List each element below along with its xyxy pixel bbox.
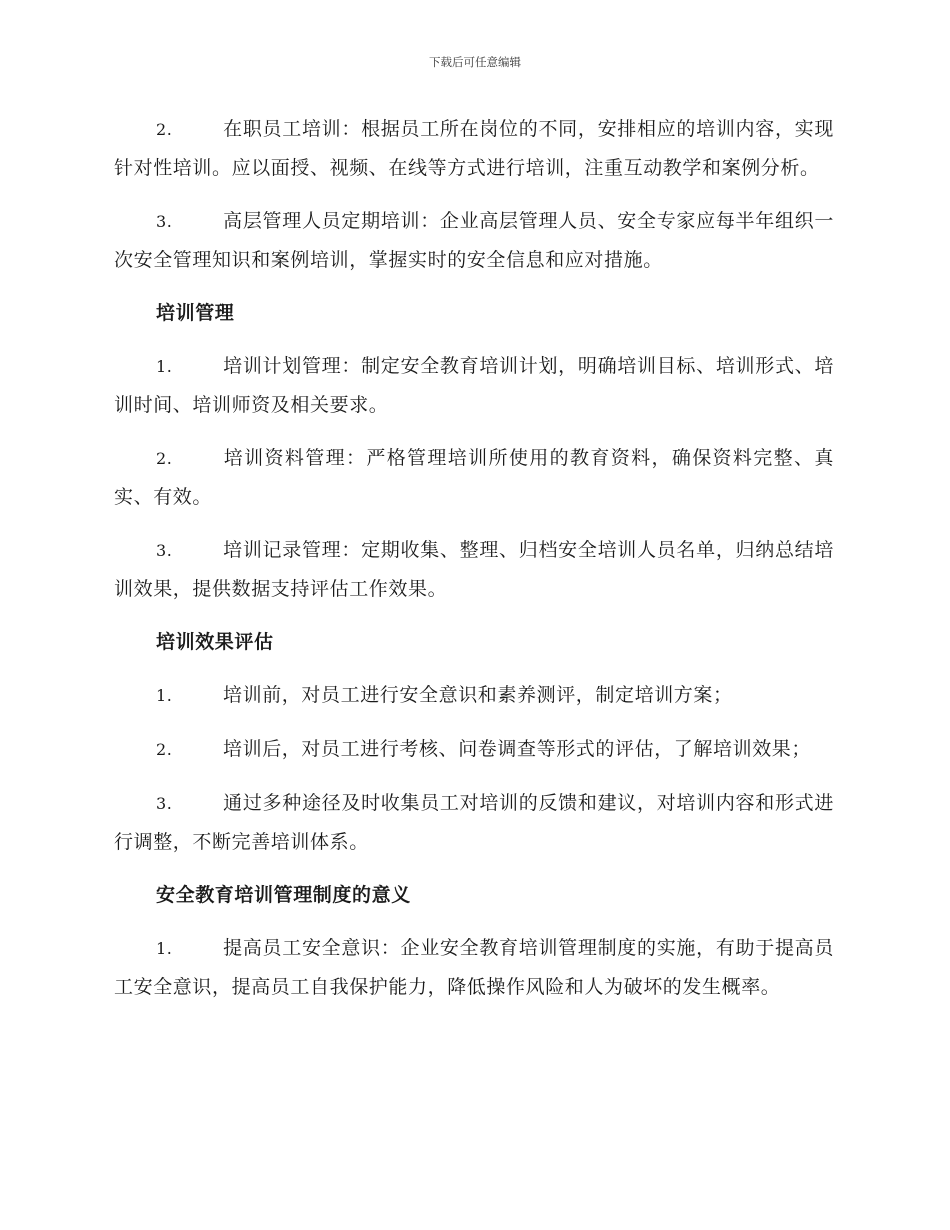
item-text: 培训记录管理：定期收集、整理、归档安全培训人员名单，归纳总结培训效果，提供数据支持评估工作效果。 xyxy=(114,539,834,600)
item-number: 1. xyxy=(156,357,173,376)
item-text: 高层管理人员定期培训：企业高层管理人员、安全专家应每半年组织一次安全管理知识和案例培训，掌握实时的安全信息和应对措施。 xyxy=(114,210,834,271)
item-text: 培训前，对员工进行安全意识和素养测评，制定培训方案； xyxy=(223,684,733,706)
list-item xyxy=(114,784,834,861)
list-item xyxy=(114,676,834,715)
item-text: 培训资料管理：严格管理培训所使用的教育资料，确保资料完整、真实、有效。 xyxy=(114,447,834,508)
item-number: 2. xyxy=(156,740,173,759)
item-number: 1. xyxy=(156,939,173,958)
document-body xyxy=(114,110,834,1021)
section-heading: 培训管理 xyxy=(156,302,235,324)
list-item xyxy=(114,110,834,187)
list-item xyxy=(114,730,834,769)
item-number: 1. xyxy=(156,686,173,705)
item-number: 3. xyxy=(156,794,173,813)
list-item xyxy=(114,929,834,1006)
section-heading: 培训效果评估 xyxy=(156,631,274,653)
item-text: 通过多种途径及时收集员工对培训的反馈和建议，对培训内容和形式进行调整，不断完善培训体系。 xyxy=(114,792,834,853)
item-number: 2. xyxy=(156,449,173,468)
item-text: 培训计划管理：制定安全教育培训计划，明确培训目标、培训形式、培训时间、培训师资及相关要求。 xyxy=(114,355,834,416)
item-number: 3. xyxy=(156,541,173,560)
page-header: 下载后可任意编辑 xyxy=(429,55,521,69)
list-item xyxy=(114,531,834,608)
list-item xyxy=(114,439,834,516)
item-text: 提高员工安全意识：企业安全教育培训管理制度的实施，有助于提高员工安全意识，提高员工自我保护能力，降低操作风险和人为破坏的发生概率。 xyxy=(114,937,834,998)
item-number: 2. xyxy=(156,120,173,139)
list-item xyxy=(114,202,834,279)
item-text: 培训后，对员工进行考核、问卷调查等形式的评估，了解培训效果； xyxy=(223,738,812,760)
item-number: 3. xyxy=(156,212,173,231)
item-text: 在职员工培训：根据员工所在岗位的不同，安排相应的培训内容，实现针对性培训。应以面授、视频、在线等方式进行培训，注重互动教学和案例分析。 xyxy=(114,118,834,179)
list-item xyxy=(114,347,834,424)
section-heading: 安全教育培训管理制度的意义 xyxy=(156,884,411,906)
